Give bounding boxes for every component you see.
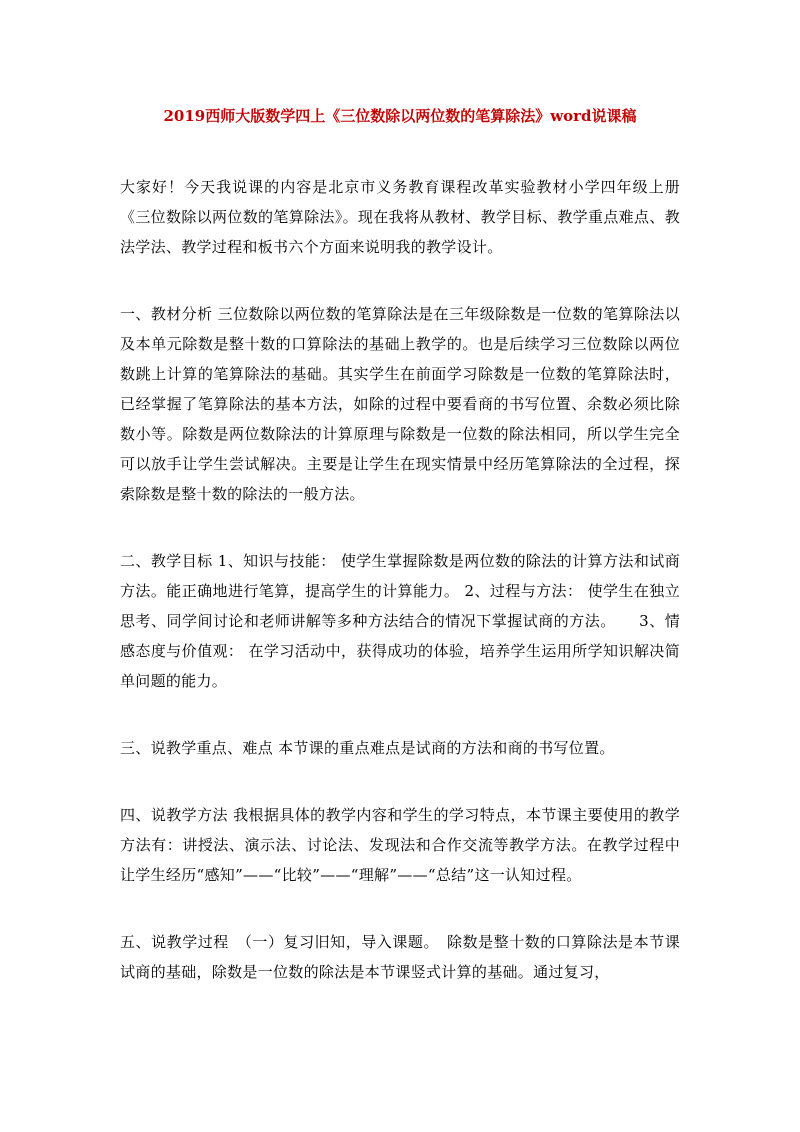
paragraph-textbook-analysis: 一、教材分析 三位数除以两位数的笔算除法是在三年级除数是一位数的笔算除法以及本单元除数是整十数的口算除法的基础上教学的。也是后续学习三位数除以两位数跳上计算的笔算除法的基础。其实学生在前面学习除数是一位数的笔算除法时，已经掌握了笔算除法的基本方法，如除的过程中要看商的书写位置、余数必须比除数小等。除数是两位数除法的计算原理与除数是一位数的除法相同，所以学生完全可以放手让学生尝试解决。主要是让学生在现实情景中经历笔算除法的全过程，探索除数是整十数的除法的一般方法。 (120, 305, 680, 503)
paragraph-teaching-process: 五、说教学过程 （一）复习旧知，导入课题。 除数是整十数的口算除法是本节课试商的基础，除数是一位数的除法是本节课竖式计算的基础。通过复习， (120, 933, 680, 981)
paragraph-teaching-goals: 二、教学目标 1、知识与技能： 使学生掌握除数是两位数的除法的计算方法和试商方法。能正确地进行笔算，提高学生的计算能力。 2、过程与方法： 使学生在独立思考、同学间讨论和老师讲解等多种方法结合的情况下掌握试商的方法。 3、情感态度与价值观： 在学习活动中，获得成功的体验，培养学生运用所学知识解决简单问题的能力。 (120, 552, 680, 690)
paragraph-intro: 大家好！今天我说课的内容是北京市义务教育课程改革实验教材小学四年级上册《三位数除以两位数的笔算除法》。现在我将从教材、教学目标、教学重点难点、教法学法、教学过程和板书六个方面来说明我的教学设计。 (120, 178, 680, 256)
document-title: 2019西师大版数学四上《三位数除以两位数的笔算除法》word说课稿 (163, 107, 637, 125)
paragraph-teaching-methods: 四、说教学方法 我根据具体的教学内容和学生的学习特点，本节课主要使用的教学方法有：讲授法、演示法、讨论法、发现法和合作交流等教学方法。在教学过程中让学生经历“感知”——“比较”——“理解”——“总结”这一认知过程。 (120, 806, 680, 884)
document-body (120, 172, 680, 1024)
paragraph-key-points: 三、说教学重点、难点 本节课的重点难点是试商的方法和商的书写位置。 (120, 739, 615, 757)
